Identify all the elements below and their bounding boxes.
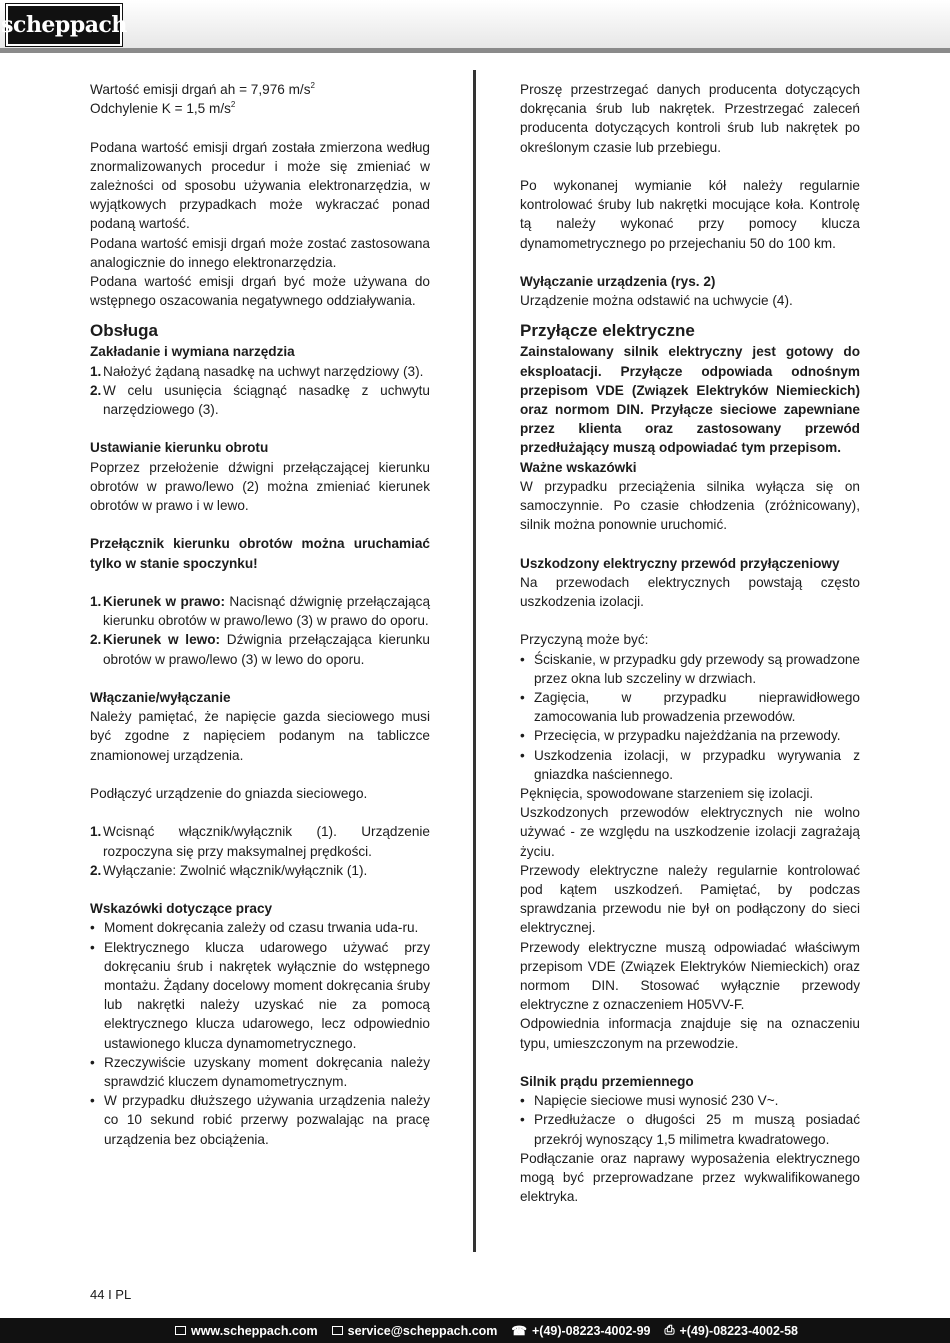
column-divider (473, 70, 476, 1252)
bullet-item: • Moment dokręcania zależy od czasu trwania uda-ru. (90, 920, 419, 936)
subheading: Uszkodzony elektryczny przewód przyłączeniowy (520, 555, 840, 571)
page-number: 44 I PL (90, 1287, 132, 1302)
scheppach-logo: scheppach (6, 4, 122, 46)
page-footer (0, 1318, 950, 1343)
paragraph: Podana wartość emisji drgań może zostać zastosowana analogicznie do innego elektronarzędzia. (90, 235, 430, 270)
vibration-uncertainty: Odchylenie K = 1,5 $m/s^2$ (90, 100, 236, 117)
bullet-item: • Uszkodzenia izolacji, w przypadku wyrywania z gniazdka naściennego. (520, 747, 860, 782)
subheading: Silnik prądu przemiennego (520, 1074, 694, 1090)
subheading: Ważne wskazówki (520, 459, 637, 475)
bullet-item: • Ściskanie, w przypadku gdy przewody są prowadzone przez okna lub szczeliny w drzwiach. (520, 651, 860, 686)
bullet-item: • Rzeczywiście uzyskany moment dokręcania należy sprawdzić kluczem dynamometrycznym. (90, 1054, 430, 1090)
page-header (0, 0, 950, 50)
paragraph: Odpowiednia informacja znajduje się na oznaczeniu typu, umieszczonym na przewodzie. (520, 1016, 860, 1051)
list-item: 1. Wcisnąć włącznik/wyłącznik (1). Urządzenie rozpoczyna się przy maksymalnej prędkości. (90, 824, 430, 859)
paragraph-bold: Zainstalowany silnik elektryczny jest gotowy do eksploatacji. Przyłącze odpowiada odnośnym przepisom VDE (Związek Elektryków Niemieckich) oraz normom DIN. Przyłącze sieciowe zapewniane przez klienta oraz zastosowany przewód przedłużający muszą odpowiadać tym przepisom. (520, 344, 860, 456)
bullet-item: • Przedłużacze o długości 25 m muszą posiadać przekrój wynoszący 1,5 milimetra kwadratowego. (520, 1112, 860, 1147)
bullet-item: • Przecięcia, w przypadku najeżdżania na przewody. (520, 728, 841, 744)
paragraph: Po wykonanej wymianie kół należy regularnie kontrolować śruby lub nakrętki mocujące koła. Kontrolę tą należy wykonać przy pomocy klucza dynamometrycznego po przejechaniu 50 do 100 km. (520, 178, 860, 251)
bullet-item: • Zagięcia, w przypadku nieprawidłowego zamocowania lub prowadzenia przewodów. (520, 690, 860, 725)
paragraph: Przyczyną może być: (520, 632, 649, 648)
computer-icon (175, 1326, 186, 1335)
paragraph: Poprzez przełożenie dźwigni przełączającej kierunku obrotów w prawo/lewo (2) można zmieniać kierunek obrotów w prawo i w lewo. (90, 459, 430, 514)
paragraph: Przewody elektryczne należy regularnie kontrolować pod kątem uszkodzeń. Pamiętać, by podczas sprawdzania przewodu nie był on podłączony do sieci elektrycznej. (520, 862, 860, 936)
footer-fax: ⎙ +(49)-08223-4002-58 (664, 1323, 798, 1338)
paragraph: Należy pamiętać, że napięcie gazda sieciowego musi być zgodne z napięciem podanym na tabliczce znamionowej urządzenia. (90, 709, 430, 763)
footer-web[interactable]: www.scheppach.com (175, 1324, 318, 1338)
bullet-item: • Napięcie sieciowe musi wynosić 230 V~. (520, 1093, 779, 1109)
left-column (90, 80, 430, 1149)
paragraph: Na przewodach elektrycznych powstają często uszkodzenia izolacji. (520, 574, 860, 610)
list-item: 2. W celu usunięcia ściągnąć nasadkę z uchwytu narzędziowego (3). (90, 382, 430, 418)
vibration-value: Wartość emisji drgań ah = 7,976 $m/s^2$ (90, 81, 315, 97)
list-item: 1. Kierunek w prawo: Nacisnąć dźwignię przełączającą kierunku obrotów w prawo/lewo (3) w prawo do oporu. (90, 594, 430, 629)
subheading: Zakładanie i wymiana narzędzia (90, 344, 295, 360)
header-rule (0, 48, 950, 53)
paragraph: Podłączyć urządzenie do gniazda sieciowego. (90, 786, 368, 802)
paragraph: Uszkodzonych przewodów elektrycznych nie wolno używać - ze względu na uszkodzenie izolacji zagrażają życiu. (520, 805, 860, 859)
paragraph: Podana wartość emisji drgań została zmierzona według znormalizowanych procedur i może się zmieniać w zależności od sposobu używania elektronarzędzia, w wyjątkowych przypadkach może wykraczać ponad podaną wartość. (90, 139, 430, 232)
section-title-przylacze: Przyłącze elektryczne (520, 321, 695, 341)
list-item: 1. Nałożyć żądaną nasadkę na uchwyt narzędziowy (3). (90, 363, 424, 379)
phone-icon: ☎ (511, 1324, 527, 1338)
paragraph: Podana wartość emisji drgań być może używana do wstępnego oszacowania negatywnego oddziaływania. (90, 274, 430, 309)
section-title-obsluga: Obsługa (90, 321, 159, 341)
paragraph: Przewody elektryczne muszą odpowiadać właściwym przepisom VDE (Związek Elektryków Niemieckich) oraz normom DIN. Stosować wyłącznie przewody elektryczne z oznaczeniem H05VV-F. (520, 939, 860, 1013)
subheading: Wyłączanie urządzenia (rys. 2) (520, 274, 716, 289)
bullet-item: • W przypadku dłuższego używania urządzenia należy co 10 sekund robić przerwy pozwalając na pracę urządzenia bez obciążenia. (90, 1093, 430, 1147)
paragraph: Pęknięcia, spowodowane starzeniem się izolacji. (520, 786, 814, 802)
footer-phone: ☎ +(49)-08223-4002-99 (511, 1323, 651, 1338)
warning-note: Przełącznik kierunku obrotów można uruchamiać tylko w stanie spoczynku! (90, 536, 430, 571)
paragraph: Urządzenie można odstawić na uchwycie (4). (520, 293, 793, 309)
subheading: Wskazówki dotyczące pracy (90, 901, 273, 917)
paragraph: W przypadku przeciążenia silnika wyłącza się on samoczynnie. Po czasie chłodzenia (zróżnicowany), silnik można ponownie uruchomić. (520, 478, 860, 533)
footer-mail[interactable]: service@scheppach.com (332, 1324, 498, 1338)
envelope-icon (332, 1326, 343, 1335)
paragraph: Podłączanie oraz naprawy wyposażenia elektrycznego mogą być przeprowadzane przez wykwalifikowanego elektryka. (520, 1150, 860, 1205)
list-item: 2. Kierunek w lewo: Dźwignia przełączająca kierunku obrotów w prawo/lewo (3) w lewo do oporu. (90, 632, 430, 667)
list-item: 2. Wyłączanie: Zwolnić włącznik/wyłącznik (1). (90, 862, 368, 878)
paragraph: Proszę przestrzegać danych producenta dotyczących dokręcania śrub lub nakrętek. Przestrzegać zaleceń producenta dotyczących kontroli śrub lub nakrętek po określonym czasie lub przebiegu. (520, 82, 860, 155)
fax-icon: ⎙ (664, 1323, 675, 1337)
subheading: Ustawianie kierunku obrotu (90, 440, 269, 456)
right-column (520, 80, 860, 1207)
subheading: Włączanie/wyłączanie (90, 690, 231, 706)
bullet-item: • Elektrycznego klucza udarowego używać przy dokręcaniu śrub i nakrętek wyłącznie do wstępnego montażu. Żądany docelowy moment dokręcania śruby lub nakrętki należy uzyskać nie za pomocą elektrycznego klucza udarowego, lecz odpowiednio ustawionego klucza dynamometrycznego. (90, 939, 430, 1051)
